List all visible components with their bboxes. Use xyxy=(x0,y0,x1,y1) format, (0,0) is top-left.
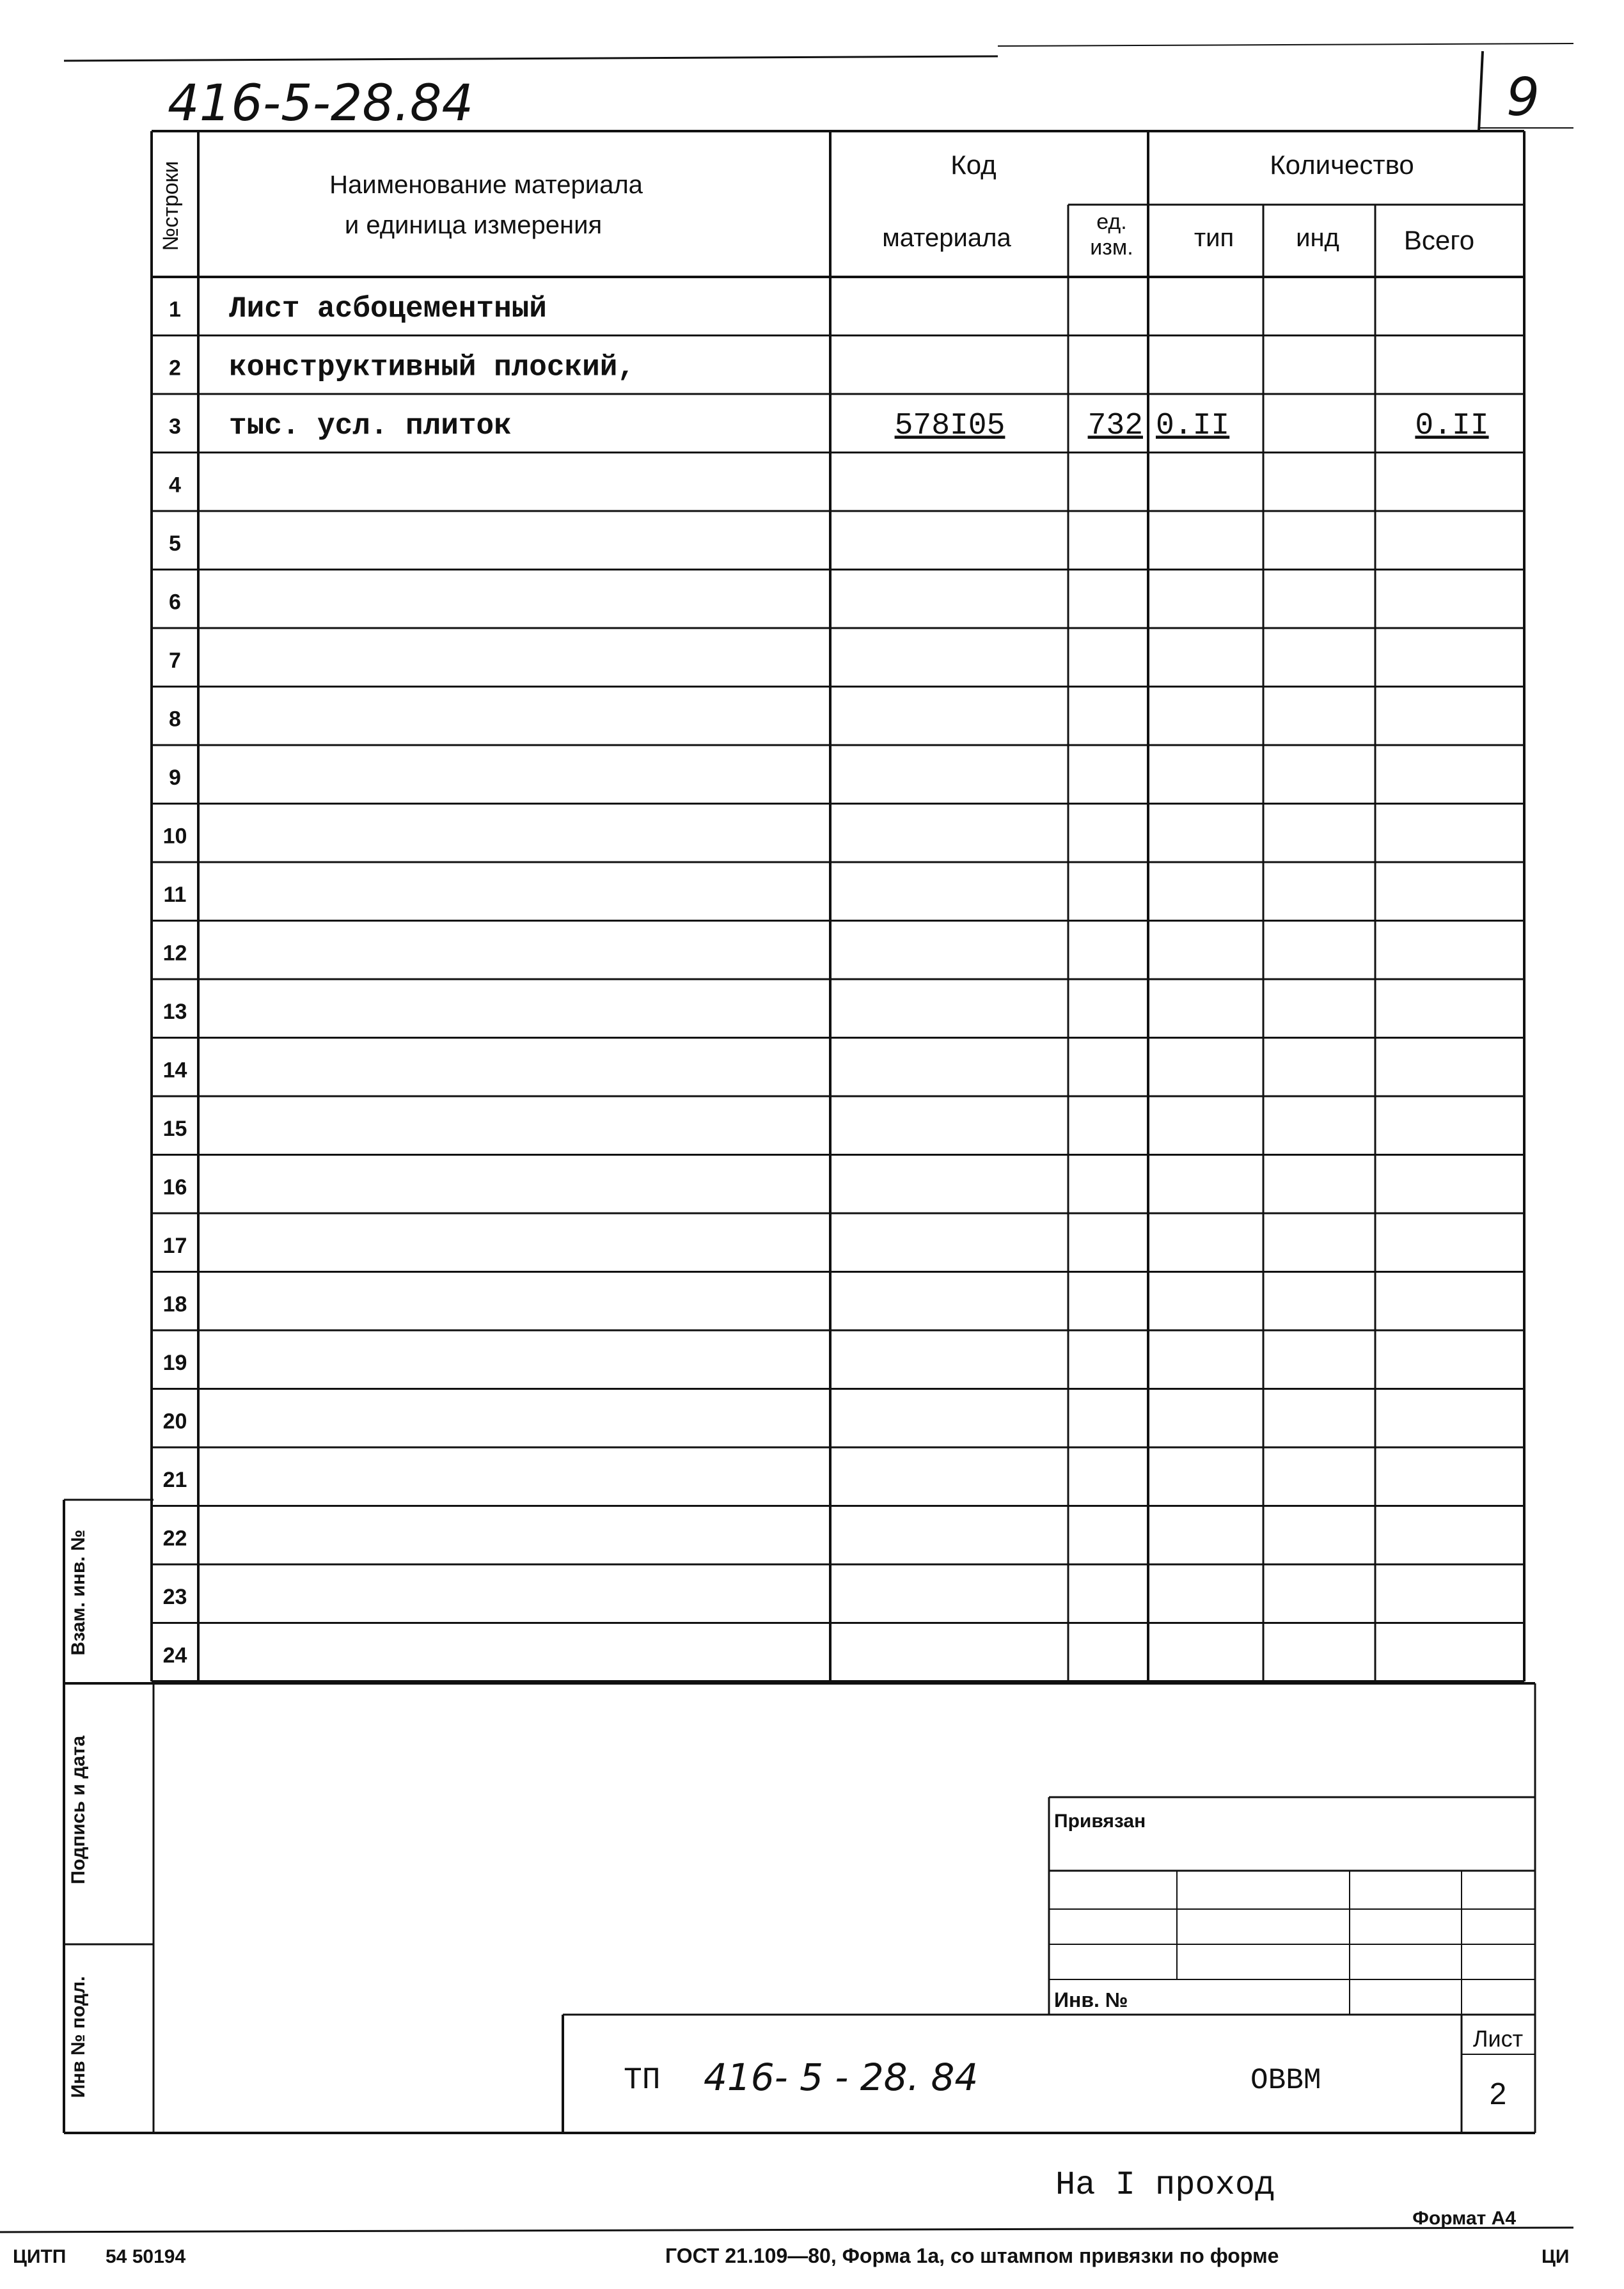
row-number: 12 xyxy=(162,941,187,966)
stamp-sheet-label: Лист xyxy=(1472,2025,1524,2052)
stamp-tp-code: 416- 5 - 28. 84 xyxy=(704,2056,979,2099)
row-number: 20 xyxy=(162,1409,187,1434)
table-row xyxy=(169,707,181,732)
stamp-mark: ОВВМ xyxy=(1250,2064,1321,2097)
side-label-podpis-data: Подпись и дата xyxy=(68,1735,89,1885)
table-row xyxy=(169,409,1489,443)
header-row-number: №строки xyxy=(159,161,183,251)
table-row xyxy=(163,1293,187,1317)
table-row xyxy=(169,649,181,673)
row-qty-type: 0.II xyxy=(1156,409,1230,444)
table-row xyxy=(163,1234,187,1258)
header-quantity: Количество xyxy=(1270,150,1414,180)
row-material-code: 578I05 xyxy=(894,409,1005,444)
row-number: 13 xyxy=(162,1000,187,1025)
header-code-material: материала xyxy=(882,224,1011,252)
side-label-inv-podl: Инв № подл. xyxy=(68,1976,89,2098)
row-number: 3 xyxy=(169,414,181,439)
footer-left-number: 54 50194 xyxy=(106,2246,186,2267)
row-unit-code: 732 xyxy=(1087,409,1143,444)
header-qty-total: Всего xyxy=(1403,225,1475,255)
table-row xyxy=(163,1410,187,1434)
table-row xyxy=(163,1058,187,1083)
row-number: 9 xyxy=(169,766,181,791)
pass-note: На I проход xyxy=(1055,2166,1275,2204)
table-row xyxy=(163,1644,187,1668)
row-number: 4 xyxy=(169,473,181,498)
header-unit-line1: ед. xyxy=(1096,210,1127,234)
header-unit-line2: изм. xyxy=(1090,235,1133,260)
table-row xyxy=(163,941,187,966)
table-row xyxy=(163,1117,187,1141)
side-label-vzam-inv: Взам. инв. № xyxy=(68,1529,89,1656)
table-row xyxy=(163,1468,187,1492)
row-number: 8 xyxy=(169,707,181,732)
header-qty-ind: инд xyxy=(1296,224,1339,252)
stamp-inv-no: Инв. № xyxy=(1054,1988,1128,2011)
header-name-line2: и единица измерения xyxy=(344,211,603,239)
table-row xyxy=(163,1351,187,1375)
table-row xyxy=(163,1527,187,1551)
stamp-tp-prefix: ТП xyxy=(624,2063,661,2098)
footer-format: Формат А4 xyxy=(1412,2208,1516,2229)
row-number: 10 xyxy=(162,824,187,849)
row-number: 6 xyxy=(169,590,181,615)
header-name-line1: Наименование материала xyxy=(329,171,643,199)
row-number: 5 xyxy=(169,531,181,556)
table-row xyxy=(169,766,181,790)
table-row xyxy=(163,1585,187,1609)
stamp-privyazan: Привязан xyxy=(1054,1811,1146,1832)
row-material-name: конструктивный плоский, xyxy=(229,350,635,384)
row-number: 2 xyxy=(169,356,181,381)
table-row xyxy=(163,824,187,849)
row-number: 14 xyxy=(162,1058,187,1083)
side-stamp xyxy=(64,1500,1535,2133)
header-code: Код xyxy=(950,150,997,180)
table-row xyxy=(163,1176,187,1200)
row-number: 1 xyxy=(169,297,181,322)
table-row xyxy=(163,1000,187,1024)
table-row xyxy=(169,473,181,498)
row-number: 11 xyxy=(163,883,187,908)
handwritten-code: 416-5-28.84 xyxy=(168,75,474,132)
row-number: 21 xyxy=(162,1468,187,1493)
row-number: 7 xyxy=(169,649,181,673)
row-qty-total: 0.II xyxy=(1415,409,1489,444)
footer-gost: ГОСТ 21.109—80, Форма 1а, со штампом привязки по форме xyxy=(665,2244,1279,2267)
footer-rule xyxy=(0,2228,1573,2232)
footer-left-code: ЦИТП xyxy=(13,2246,67,2267)
row-material-name: Лист асбоцементный xyxy=(229,292,547,326)
header-qty-type: тип xyxy=(1194,224,1234,252)
row-number: 17 xyxy=(162,1234,187,1259)
row-number: 19 xyxy=(162,1351,187,1376)
handwritten-sheet-number: 9 xyxy=(1506,67,1540,128)
table-row xyxy=(169,351,635,384)
table-row xyxy=(169,590,181,615)
table-row xyxy=(169,531,181,556)
row-number: 23 xyxy=(162,1585,187,1610)
row-material-name: тыс. усл. плиток xyxy=(229,409,512,443)
table-row xyxy=(164,883,187,907)
table-row xyxy=(169,292,547,326)
row-number: 16 xyxy=(162,1175,187,1200)
footer-right-mark: ЦИ xyxy=(1541,2246,1570,2267)
stamp-sheet-value: 2 xyxy=(1489,2077,1507,2111)
row-number: 24 xyxy=(162,1643,187,1668)
row-number: 18 xyxy=(162,1292,187,1317)
row-number: 15 xyxy=(162,1117,187,1142)
row-number: 22 xyxy=(162,1526,187,1551)
